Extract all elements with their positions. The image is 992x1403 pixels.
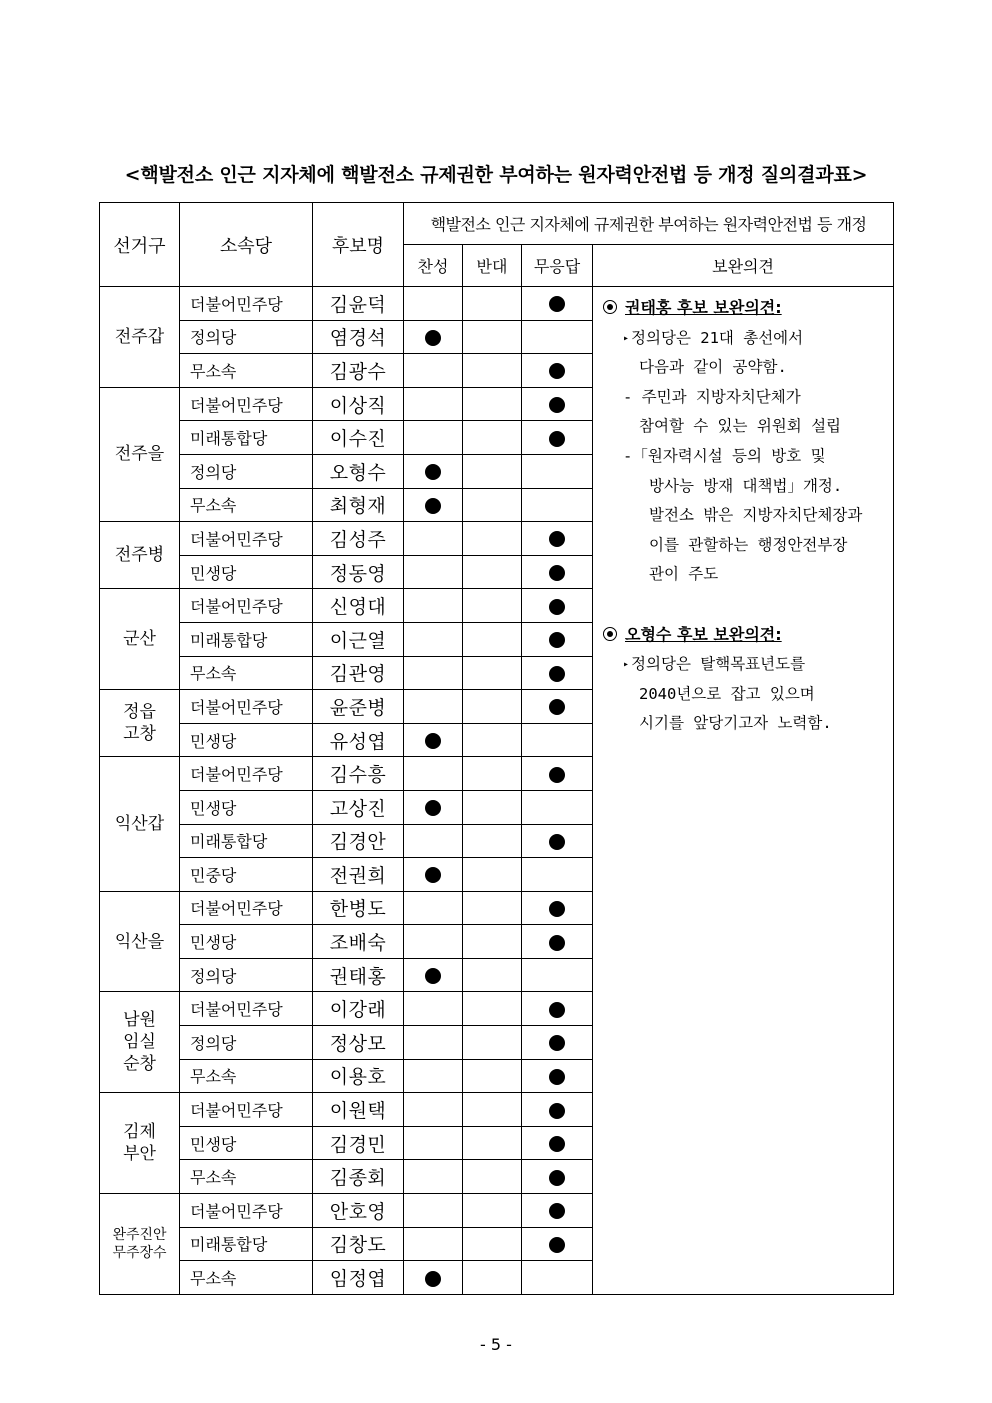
response-no-response-cell [522, 287, 593, 321]
filled-circle-icon [425, 800, 441, 816]
district-cell [100, 387, 180, 521]
response-oppose-cell [463, 790, 522, 824]
response-no-response-cell [522, 387, 593, 421]
district-name-line: 익산갑 [114, 814, 165, 834]
header-no-response: 무응답 [522, 245, 593, 287]
filled-circle-icon [549, 901, 565, 917]
response-oppose-cell [463, 488, 522, 522]
district-cell [100, 891, 180, 992]
response-agree-cell [404, 387, 463, 421]
party-cell: 무소속 [180, 656, 313, 690]
district-name-line: 임실 [123, 1032, 156, 1053]
candidate-name-cell: 김창도 [313, 1227, 404, 1261]
response-no-response-cell [522, 320, 593, 354]
party-cell: 민생당 [180, 1126, 313, 1160]
district-name-line: 익산을 [114, 931, 165, 952]
response-no-response-cell [522, 1026, 593, 1060]
response-agree-cell [404, 1261, 463, 1295]
district-cell [100, 992, 180, 1093]
party-cell: 정의당 [180, 454, 313, 488]
district-name-line: 전주병 [114, 545, 165, 566]
candidate-name-cell: 김성주 [313, 522, 404, 556]
response-no-response-cell [522, 757, 593, 791]
party-cell: 더불어민주당 [180, 891, 313, 925]
remark-heading [603, 293, 887, 324]
header-question: 핵발전소 인근 지자체에 규제권한 부여하는 원자력안전법 등 개정 [404, 203, 894, 245]
filled-circle-icon [549, 1136, 565, 1152]
response-agree-cell [404, 1194, 463, 1228]
candidate-name-cell: 유성엽 [313, 723, 404, 757]
header-candidate: 후보명 [313, 203, 404, 287]
filled-circle-icon [425, 968, 441, 984]
response-agree-cell [404, 354, 463, 388]
remark-line [603, 680, 887, 710]
remark-line [603, 650, 887, 680]
response-oppose-cell [463, 622, 522, 656]
triangle-bullet-icon: ▸ [623, 659, 630, 671]
response-oppose-cell [463, 1059, 522, 1093]
response-no-response-cell [522, 723, 593, 757]
response-no-response-cell [522, 690, 593, 724]
candidate-name-cell: 김종회 [313, 1160, 404, 1194]
party-cell: 더불어민주당 [180, 757, 313, 791]
remark-heading-text: 오형수 후보 보완의견: [625, 624, 782, 644]
remark-line-text: - 주민과 지방자치단체가 [623, 387, 801, 406]
district-cell [100, 287, 180, 388]
response-no-response-cell [522, 354, 593, 388]
remark-heading-text: 권태홍 후보 보완의견: [625, 298, 782, 317]
remark-line-text: 시기를 앞당기고자 노력함. [639, 714, 832, 733]
candidate-name-cell: 정동영 [313, 555, 404, 589]
district-cell [100, 757, 180, 891]
district-name-line: 전주을 [114, 444, 165, 465]
response-oppose-cell [463, 1227, 522, 1261]
remark-line [603, 531, 887, 561]
filled-circle-icon [549, 834, 565, 850]
response-no-response-cell [522, 522, 593, 556]
filled-circle-icon [425, 867, 441, 883]
filled-circle-icon [549, 935, 565, 951]
header-agree: 찬성 [404, 245, 463, 287]
party-cell: 미래통합당 [180, 824, 313, 858]
response-no-response-cell [522, 1160, 593, 1194]
response-oppose-cell [463, 1194, 522, 1228]
response-agree-cell [404, 1126, 463, 1160]
district-name-line: 고창 [123, 724, 156, 745]
filled-circle-icon [549, 431, 565, 447]
response-agree-cell [404, 622, 463, 656]
response-agree-cell [404, 958, 463, 992]
response-agree-cell [404, 723, 463, 757]
response-no-response-cell [522, 824, 593, 858]
response-no-response-cell [522, 1059, 593, 1093]
response-no-response-cell [522, 858, 593, 892]
district-name-line: 전주갑 [114, 326, 165, 347]
header-district: 선거구 [100, 203, 180, 287]
candidate-name-cell: 이수진 [313, 421, 404, 455]
response-oppose-cell [463, 555, 522, 589]
response-oppose-cell [463, 1160, 522, 1194]
remark-line [603, 353, 887, 383]
response-no-response-cell [522, 992, 593, 1026]
response-oppose-cell [463, 723, 522, 757]
response-agree-cell [404, 1160, 463, 1194]
response-agree-cell [404, 589, 463, 623]
triangle-bullet-icon: ▸ [623, 332, 630, 344]
response-agree-cell [404, 992, 463, 1026]
candidate-name-cell: 신영대 [313, 589, 404, 623]
party-cell: 민생당 [180, 723, 313, 757]
district-name-line: 군산 [123, 629, 156, 650]
response-oppose-cell [463, 387, 522, 421]
party-cell: 미래통합당 [180, 622, 313, 656]
candidate-name-cell: 김경민 [313, 1126, 404, 1160]
filled-circle-icon [549, 1069, 565, 1085]
party-cell: 더불어민주당 [180, 690, 313, 724]
remark-line [603, 560, 887, 590]
party-cell: 더불어민주당 [180, 589, 313, 623]
filled-circle-icon [549, 1002, 565, 1018]
remark-line [603, 383, 887, 413]
party-cell: 민생당 [180, 555, 313, 589]
remark-line [603, 442, 887, 472]
response-agree-cell [404, 454, 463, 488]
table-body [100, 287, 894, 1295]
district-name-line: 무주장수 [112, 1244, 167, 1261]
district-cell [100, 1194, 180, 1295]
filled-circle-icon [425, 498, 441, 514]
filled-circle-icon [549, 296, 565, 312]
response-agree-cell [404, 1227, 463, 1261]
candidate-name-cell: 김관영 [313, 656, 404, 690]
remark-heading [603, 620, 887, 651]
response-oppose-cell [463, 454, 522, 488]
remarks-cell [593, 287, 894, 1295]
response-no-response-cell [522, 454, 593, 488]
district-cell [100, 522, 180, 589]
remark-line-text: -「원자력시설 등의 방호 및 [623, 446, 826, 465]
response-oppose-cell [463, 287, 522, 321]
header-oppose: 반대 [463, 245, 522, 287]
document-title: <핵발전소 인근 지자체에 핵발전소 규제권한 부여하는 원자력안전법 등 개정 질의결과표> [124, 164, 868, 186]
filled-circle-icon [549, 1170, 565, 1186]
remark-line-text: 정의당은 21대 총선에서 [631, 328, 804, 347]
candidate-name-cell: 한병도 [313, 891, 404, 925]
response-agree-cell [404, 824, 463, 858]
party-cell: 미래통합당 [180, 1227, 313, 1261]
party-cell: 민중당 [180, 858, 313, 892]
response-oppose-cell [463, 354, 522, 388]
filled-circle-icon [425, 330, 441, 346]
remark-line [603, 709, 887, 739]
remark-line [603, 472, 887, 502]
district-name-line: 남원 [123, 1010, 156, 1031]
remark-line-text: 관이 주도 [649, 565, 719, 584]
remark-line-text: 2040년으로 잡고 있으며 [639, 684, 815, 703]
district-name-line: 순창 [123, 1054, 156, 1075]
response-no-response-cell [522, 1261, 593, 1295]
filled-circle-icon [549, 397, 565, 413]
filled-circle-icon [425, 733, 441, 749]
filled-circle-icon [549, 565, 565, 581]
response-oppose-cell [463, 1093, 522, 1127]
remark-line-text: 발전소 밖은 지방자치단체장과 [649, 506, 863, 525]
candidate-name-cell: 이원택 [313, 1093, 404, 1127]
response-agree-cell [404, 925, 463, 959]
candidate-name-cell: 이상직 [313, 387, 404, 421]
remark-line [603, 324, 887, 354]
header-party: 소속당 [180, 203, 313, 287]
response-oppose-cell [463, 992, 522, 1026]
filled-circle-icon [549, 1237, 565, 1253]
party-cell: 정의당 [180, 320, 313, 354]
party-cell: 무소속 [180, 1059, 313, 1093]
response-no-response-cell [522, 1227, 593, 1261]
candidate-name-cell: 이강래 [313, 992, 404, 1026]
candidate-name-cell: 김수흥 [313, 757, 404, 791]
district-name-line: 부안 [123, 1144, 156, 1165]
response-no-response-cell [522, 555, 593, 589]
district-name-line: 정읍 [123, 702, 156, 723]
response-oppose-cell [463, 925, 522, 959]
district-cell [100, 589, 180, 690]
party-cell: 무소속 [180, 1261, 313, 1295]
district-name-line: 완주진안 [112, 1226, 167, 1243]
response-oppose-cell [463, 1261, 522, 1295]
candidate-name-cell: 최형재 [313, 488, 404, 522]
filled-circle-icon [549, 531, 565, 547]
candidate-name-cell: 김경안 [313, 824, 404, 858]
response-agree-cell [404, 656, 463, 690]
survey-results-table [99, 202, 894, 1295]
filled-circle-icon [549, 363, 565, 379]
candidate-name-cell: 이근열 [313, 622, 404, 656]
candidate-name-cell: 고상진 [313, 790, 404, 824]
party-cell: 더불어민주당 [180, 1194, 313, 1228]
candidate-name-cell: 염경석 [313, 320, 404, 354]
filled-circle-icon [549, 1103, 565, 1119]
candidate-name-cell: 안호영 [313, 1194, 404, 1228]
party-cell: 더불어민주당 [180, 992, 313, 1026]
district-cell [100, 690, 180, 757]
response-oppose-cell [463, 858, 522, 892]
filled-circle-icon [549, 632, 565, 648]
candidate-name-cell: 임정엽 [313, 1261, 404, 1295]
district-name-line: 김제 [123, 1122, 156, 1143]
response-no-response-cell [522, 891, 593, 925]
filled-circle-icon [425, 1271, 441, 1287]
filled-circle-icon [549, 767, 565, 783]
response-oppose-cell [463, 891, 522, 925]
candidate-name-cell: 김윤덕 [313, 287, 404, 321]
candidate-name-cell: 이용호 [313, 1059, 404, 1093]
response-no-response-cell [522, 1126, 593, 1160]
response-agree-cell [404, 690, 463, 724]
party-cell: 민생당 [180, 790, 313, 824]
response-agree-cell [404, 1026, 463, 1060]
filled-circle-icon [549, 1203, 565, 1219]
candidate-name-cell: 권태홍 [313, 958, 404, 992]
filled-circle-icon [425, 464, 441, 480]
response-no-response-cell [522, 1194, 593, 1228]
response-no-response-cell [522, 925, 593, 959]
district-cell [100, 1093, 180, 1194]
party-cell: 무소속 [180, 1160, 313, 1194]
party-cell: 더불어민주당 [180, 1093, 313, 1127]
response-agree-cell [404, 421, 463, 455]
remark-line-text: 정의당은 탈핵목표년도를 [631, 655, 806, 674]
response-no-response-cell [522, 1093, 593, 1127]
circled-bullet-icon [603, 627, 617, 641]
party-cell: 정의당 [180, 958, 313, 992]
party-cell: 더불어민주당 [180, 287, 313, 321]
candidate-name-cell: 김광수 [313, 354, 404, 388]
response-oppose-cell [463, 320, 522, 354]
response-agree-cell [404, 555, 463, 589]
remark-line-text: 참여할 수 있는 위원회 설립 [639, 417, 842, 436]
response-agree-cell [404, 522, 463, 556]
remark-line [603, 412, 887, 442]
response-oppose-cell [463, 656, 522, 690]
response-no-response-cell [522, 589, 593, 623]
candidate-name-cell: 전권희 [313, 858, 404, 892]
filled-circle-icon [549, 666, 565, 682]
header-remarks: 보완의견 [593, 245, 894, 287]
party-cell: 더불어민주당 [180, 387, 313, 421]
remark-line-text: 다음과 같이 공약함. [639, 358, 787, 377]
filled-circle-icon [549, 1035, 565, 1051]
party-cell: 민생당 [180, 925, 313, 959]
response-oppose-cell [463, 589, 522, 623]
response-oppose-cell [463, 1126, 522, 1160]
response-oppose-cell [463, 421, 522, 455]
table-row [100, 287, 894, 321]
response-oppose-cell [463, 690, 522, 724]
candidate-name-cell: 정상모 [313, 1026, 404, 1060]
response-agree-cell [404, 858, 463, 892]
response-oppose-cell [463, 757, 522, 791]
party-cell: 무소속 [180, 354, 313, 388]
remark-line-text: 이를 관할하는 행정안전부장 [649, 535, 848, 554]
response-no-response-cell [522, 958, 593, 992]
candidate-name-cell: 윤준병 [313, 690, 404, 724]
response-agree-cell [404, 488, 463, 522]
remark-line-text: 방사능 방재 대책법」개정. [649, 476, 843, 495]
response-no-response-cell [522, 790, 593, 824]
candidate-name-cell: 오형수 [313, 454, 404, 488]
response-agree-cell [404, 1093, 463, 1127]
party-cell: 더불어민주당 [180, 522, 313, 556]
response-no-response-cell [522, 622, 593, 656]
response-oppose-cell [463, 824, 522, 858]
response-oppose-cell [463, 1026, 522, 1060]
response-no-response-cell [522, 656, 593, 690]
party-cell: 정의당 [180, 1026, 313, 1060]
filled-circle-icon [549, 699, 565, 715]
party-cell: 무소속 [180, 488, 313, 522]
party-cell: 미래통합당 [180, 421, 313, 455]
response-agree-cell [404, 790, 463, 824]
response-oppose-cell [463, 958, 522, 992]
candidate-name-cell: 조배숙 [313, 925, 404, 959]
response-agree-cell [404, 320, 463, 354]
response-agree-cell [404, 287, 463, 321]
response-agree-cell [404, 757, 463, 791]
response-no-response-cell [522, 488, 593, 522]
response-agree-cell [404, 891, 463, 925]
filled-circle-icon [549, 599, 565, 615]
circled-bullet-icon [603, 300, 617, 314]
response-agree-cell [404, 1059, 463, 1093]
response-no-response-cell [522, 421, 593, 455]
page-number: - 5 - [480, 1335, 512, 1354]
remark-line [603, 501, 887, 531]
response-oppose-cell [463, 522, 522, 556]
